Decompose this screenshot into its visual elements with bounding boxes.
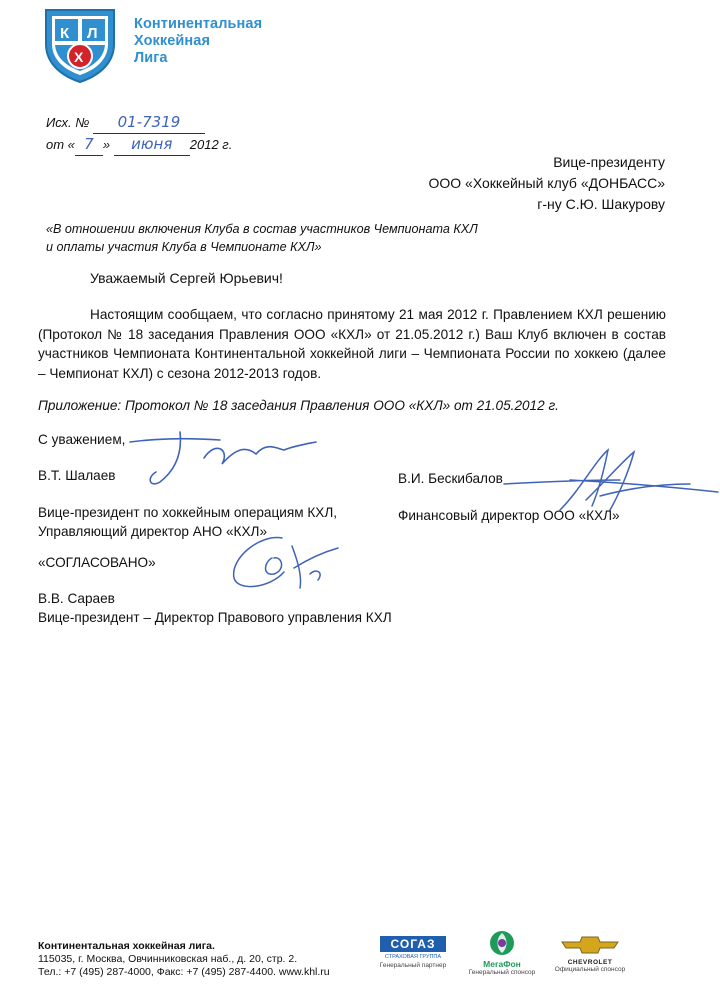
footer-org: Континентальная хоккейная лига. bbox=[38, 940, 215, 952]
brand-line-3: Лига bbox=[134, 50, 168, 66]
signatory1-name: В.Т. Шалаев bbox=[38, 468, 116, 483]
megafon-icon bbox=[488, 930, 516, 956]
closing-regards: С уважением, bbox=[38, 432, 126, 447]
signature-shalaev bbox=[120, 420, 320, 490]
ref-number: 01-7319 bbox=[117, 113, 181, 131]
date-year: 2012 г. bbox=[189, 137, 233, 152]
date-month: июня bbox=[131, 135, 173, 153]
sponsor-chevrolet bbox=[552, 934, 628, 973]
svg-text:К: К bbox=[60, 25, 70, 42]
addressee-block bbox=[428, 152, 665, 215]
ref-label: Исх. № bbox=[46, 115, 90, 130]
signatory1-title bbox=[38, 503, 337, 541]
salutation: Уважаемый Сергей Юрьевич! bbox=[90, 270, 283, 286]
footer-address: 115035, г. Москва, Овчинниковская наб., д. 20, стр. 2. bbox=[38, 953, 298, 965]
megafon-name: МегаФон bbox=[483, 959, 521, 969]
body-paragraph: Настоящим сообщаем, что согласно принятому 21 мая 2012 г. Правлением КХЛ решению (Протокол № 18 заседания Правления ООО «КХЛ» от 21.05.2012 г.) Ваш Клуб включен в состав участников Чемпионата Континентальной хоккейной лиги – Чемпионата России по хоккею (далее – Чемпионат КХЛ) с сезона 2012-2013 годов. bbox=[38, 307, 666, 381]
sponsor-megafon bbox=[464, 930, 540, 976]
chevrolet-bowtie-icon bbox=[560, 934, 620, 956]
subject-line-1: «В отношении включения Клуба в состав участников Чемпионата КХЛ bbox=[46, 222, 478, 236]
sogaz-role: Генеральный партнер bbox=[379, 962, 447, 969]
sogaz-subtitle: СТРАХОВАЯ ГРУППА bbox=[384, 954, 442, 960]
subject bbox=[46, 220, 478, 256]
megafon-role: Генеральный спонсор bbox=[468, 969, 536, 976]
sogaz-logo: СОГАЗ bbox=[380, 936, 446, 952]
signatory1-title-line-1: Вице-президент по хоккейным операциям КХЛ, bbox=[38, 505, 338, 520]
chevrolet-name: CHEVROLET bbox=[567, 959, 613, 966]
date-day: 7 bbox=[84, 135, 94, 153]
signatory3-title: Вице-президент – Директор Правового управления КХЛ bbox=[38, 610, 392, 625]
svg-text:Х: Х bbox=[74, 49, 84, 65]
brand-line-1: Континентальная bbox=[134, 16, 263, 32]
date-prefix: от « bbox=[46, 137, 75, 152]
letter-body bbox=[38, 305, 666, 383]
signatory1-title-line-2: Управляющий директор АНО «КХЛ» bbox=[38, 524, 268, 539]
addressee-line-2: ООО «Хоккейный клуб «ДОНБАСС» bbox=[428, 175, 665, 191]
addressee-line-1: Вице-президенту bbox=[553, 154, 665, 170]
footer-contacts bbox=[38, 940, 330, 979]
addressee-line-3: г-ну С.Ю. Шакурову bbox=[537, 196, 665, 212]
footer-phone: Тел.: +7 (495) 287-4000, Факс: +7 (495) 287-4400. www.khl.ru bbox=[38, 966, 330, 978]
khl-logo bbox=[40, 6, 120, 84]
brand-line-2: Хоккейная bbox=[134, 33, 211, 49]
brand-name bbox=[134, 16, 262, 67]
subject-line-2: и оплаты участия Клуба в Чемпионате КХЛ» bbox=[46, 240, 322, 254]
chevrolet-role: Официальный спонсор bbox=[554, 966, 626, 973]
attachment-note: Приложение: Протокол № 18 заседания Правления ООО «КХЛ» от 21.05.2012 г. bbox=[38, 398, 559, 413]
signatory2-title: Финансовый директор ООО «КХЛ» bbox=[398, 508, 620, 523]
svg-text:Л: Л bbox=[87, 25, 98, 42]
outgoing-reference bbox=[46, 112, 232, 156]
date-mid: » bbox=[102, 137, 111, 152]
signatory2-name: В.И. Бескибалов bbox=[398, 471, 503, 486]
signatory3-name: В.В. Сараев bbox=[38, 591, 115, 606]
agreed-label: «СОГЛАСОВАНО» bbox=[38, 555, 156, 570]
sponsor-sogaz bbox=[374, 936, 452, 969]
